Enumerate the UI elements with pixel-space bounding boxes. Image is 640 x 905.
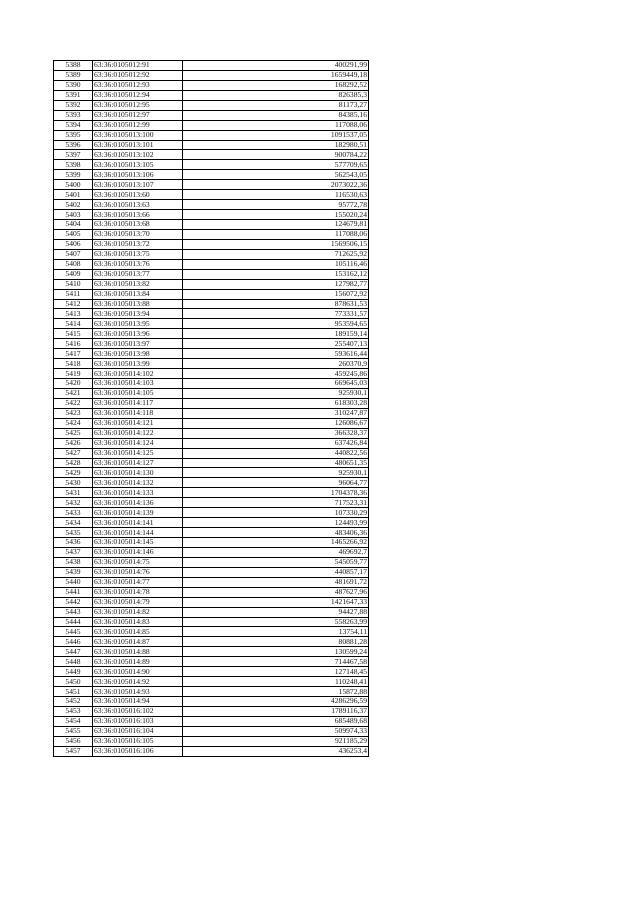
value-cell: 2073022,36 [183, 180, 369, 190]
row-number-cell: 5450 [54, 677, 93, 687]
row-number-cell: 5408 [54, 259, 93, 269]
value-cell: 436253,4 [183, 746, 369, 756]
cadastral-number-cell: 63:36:0105014:79 [93, 597, 183, 607]
table-row [54, 587, 369, 597]
value-cell: 1421647,33 [183, 597, 369, 607]
row-number-cell: 5421 [54, 388, 93, 398]
row-number-cell: 5457 [54, 746, 93, 756]
cadastral-number-cell: 63:36:0105014:94 [93, 697, 183, 707]
cadastral-number-cell: 63:36:0105016:102 [93, 706, 183, 716]
cadastral-number-cell: 63:36:0105014:125 [93, 448, 183, 458]
table-row [54, 518, 369, 528]
row-number-cell: 5453 [54, 706, 93, 716]
value-cell: 1704378,36 [183, 488, 369, 498]
value-cell: 440822,56 [183, 448, 369, 458]
row-number-cell: 5449 [54, 667, 93, 677]
table-row [54, 229, 369, 239]
table-row [54, 577, 369, 587]
table-row [54, 458, 369, 468]
row-number-cell: 5456 [54, 736, 93, 746]
row-number-cell: 5425 [54, 428, 93, 438]
table-row [54, 508, 369, 518]
table-row [54, 706, 369, 716]
row-number-cell: 5412 [54, 299, 93, 309]
table-row [54, 408, 369, 418]
table-row [54, 339, 369, 349]
value-cell: 469692,7 [183, 547, 369, 557]
table-row [54, 547, 369, 557]
value-cell: 130599,24 [183, 647, 369, 657]
value-cell: 483406,36 [183, 528, 369, 538]
table-row [54, 597, 369, 607]
cadastral-number-cell: 63:36:0105014:89 [93, 657, 183, 667]
cadastral-number-cell: 63:36:0105014:82 [93, 607, 183, 617]
cadastral-number-cell: 63:36:0105013:77 [93, 269, 183, 279]
value-cell: 110248,41 [183, 677, 369, 687]
row-number-cell: 5414 [54, 319, 93, 329]
cadastral-value-table [53, 60, 369, 757]
value-cell: 925930,1 [183, 388, 369, 398]
row-number-cell: 5444 [54, 617, 93, 627]
table-row [54, 379, 369, 389]
row-number-cell: 5422 [54, 398, 93, 408]
cadastral-number-cell: 63:36:0105013:68 [93, 220, 183, 230]
table-row [54, 150, 369, 160]
value-cell: 487627,96 [183, 587, 369, 597]
cadastral-number-cell: 63:36:0105014:121 [93, 418, 183, 428]
value-cell: 953594,65 [183, 319, 369, 329]
cadastral-number-cell: 63:36:0105012:95 [93, 100, 183, 110]
row-number-cell: 5447 [54, 647, 93, 657]
cadastral-number-cell: 63:36:0105014:83 [93, 617, 183, 627]
value-cell: 1091537,05 [183, 130, 369, 140]
value-cell: 480651,35 [183, 458, 369, 468]
value-cell: 878631,53 [183, 299, 369, 309]
row-number-cell: 5405 [54, 229, 93, 239]
table-row [54, 538, 369, 548]
row-number-cell: 5418 [54, 359, 93, 369]
value-cell: 714467,58 [183, 657, 369, 667]
row-number-cell: 5400 [54, 180, 93, 190]
row-number-cell: 5411 [54, 289, 93, 299]
value-cell: 1569506,15 [183, 239, 369, 249]
table-row [54, 468, 369, 478]
cadastral-number-cell: 63:36:0105014:88 [93, 647, 183, 657]
value-cell: 80881,28 [183, 637, 369, 647]
cadastral-number-cell: 63:36:0105016:103 [93, 716, 183, 726]
row-number-cell: 5420 [54, 379, 93, 389]
row-number-cell: 5428 [54, 458, 93, 468]
cadastral-number-cell: 63:36:0105014:117 [93, 398, 183, 408]
table-row [54, 716, 369, 726]
cadastral-number-cell: 63:36:0105013:107 [93, 180, 183, 190]
cadastral-number-cell: 63:36:0105012:99 [93, 120, 183, 130]
value-cell: 116530,63 [183, 190, 369, 200]
value-cell: 15872,88 [183, 687, 369, 697]
row-number-cell: 5406 [54, 239, 93, 249]
table-row [54, 239, 369, 249]
value-cell: 900784,22 [183, 150, 369, 160]
cadastral-number-cell: 63:36:0105014:124 [93, 438, 183, 448]
cadastral-number-cell: 63:36:0105014:102 [93, 369, 183, 379]
value-cell: 310247,87 [183, 408, 369, 418]
cadastral-number-cell: 63:36:0105013:60 [93, 190, 183, 200]
table-row [54, 269, 369, 279]
cadastral-number-cell: 63:36:0105013:70 [93, 229, 183, 239]
table-row [54, 120, 369, 130]
row-number-cell: 5439 [54, 567, 93, 577]
table-row [54, 259, 369, 269]
row-number-cell: 5443 [54, 607, 93, 617]
row-number-cell: 5393 [54, 110, 93, 120]
cadastral-number-cell: 63:36:0105014:132 [93, 478, 183, 488]
table-row [54, 220, 369, 230]
value-cell: 400291,99 [183, 61, 369, 71]
row-number-cell: 5448 [54, 657, 93, 667]
table-row [54, 418, 369, 428]
value-cell: 577709,65 [183, 160, 369, 170]
value-cell: 155020,24 [183, 210, 369, 220]
table-row [54, 627, 369, 637]
value-cell: 84385,16 [183, 110, 369, 120]
table-row [54, 498, 369, 508]
table-row [54, 90, 369, 100]
value-cell: 13754,11 [183, 627, 369, 637]
value-cell: 124679,81 [183, 220, 369, 230]
cadastral-number-cell: 63:36:0105014:146 [93, 547, 183, 557]
value-cell: 637426,84 [183, 438, 369, 448]
cadastral-number-cell: 63:36:0105013:88 [93, 299, 183, 309]
cadastral-number-cell: 63:36:0105013:63 [93, 200, 183, 210]
cadastral-number-cell: 63:36:0105012:94 [93, 90, 183, 100]
value-cell: 117088,06 [183, 229, 369, 239]
table-row [54, 697, 369, 707]
row-number-cell: 5436 [54, 538, 93, 548]
row-number-cell: 5423 [54, 408, 93, 418]
table-row [54, 478, 369, 488]
table-row [54, 667, 369, 677]
table-row [54, 657, 369, 667]
cadastral-number-cell: 63:36:0105013:84 [93, 289, 183, 299]
cadastral-number-cell: 63:36:0105013:105 [93, 160, 183, 170]
table-row [54, 677, 369, 687]
value-cell: 153162,12 [183, 269, 369, 279]
value-cell: 669645,03 [183, 379, 369, 389]
cadastral-number-cell: 63:36:0105016:104 [93, 726, 183, 736]
row-number-cell: 5432 [54, 498, 93, 508]
table-row [54, 279, 369, 289]
row-number-cell: 5388 [54, 61, 93, 71]
cadastral-number-cell: 63:36:0105014:145 [93, 538, 183, 548]
value-cell: 459245,86 [183, 369, 369, 379]
value-cell: 156072,92 [183, 289, 369, 299]
value-cell: 117088,06 [183, 120, 369, 130]
row-number-cell: 5426 [54, 438, 93, 448]
row-number-cell: 5391 [54, 90, 93, 100]
value-cell: 481691,72 [183, 577, 369, 587]
value-cell: 182980,51 [183, 140, 369, 150]
value-cell: 545059,77 [183, 557, 369, 567]
table-row [54, 80, 369, 90]
value-cell: 593616,44 [183, 349, 369, 359]
cadastral-number-cell: 63:36:0105014:78 [93, 587, 183, 597]
table-row [54, 448, 369, 458]
row-number-cell: 5396 [54, 140, 93, 150]
cadastral-number-cell: 63:36:0105014:76 [93, 567, 183, 577]
value-cell: 81173,27 [183, 100, 369, 110]
row-number-cell: 5399 [54, 170, 93, 180]
value-cell: 124493,99 [183, 518, 369, 528]
value-cell: 921185,29 [183, 736, 369, 746]
row-number-cell: 5438 [54, 557, 93, 567]
value-cell: 96064,77 [183, 478, 369, 488]
table-row [54, 299, 369, 309]
table-row [54, 61, 369, 71]
value-cell: 440857,17 [183, 567, 369, 577]
row-number-cell: 5434 [54, 518, 93, 528]
cadastral-number-cell: 63:36:0105014:75 [93, 557, 183, 567]
row-number-cell: 5451 [54, 687, 93, 697]
cadastral-number-cell: 63:36:0105014:133 [93, 488, 183, 498]
table-row [54, 369, 369, 379]
row-number-cell: 5394 [54, 120, 93, 130]
table-row [54, 557, 369, 567]
value-cell: 618303,28 [183, 398, 369, 408]
row-number-cell: 5419 [54, 369, 93, 379]
table-row [54, 160, 369, 170]
cadastral-number-cell: 63:36:0105014:139 [93, 508, 183, 518]
value-cell: 94427,88 [183, 607, 369, 617]
table-row [54, 249, 369, 259]
table-row [54, 687, 369, 697]
table-row [54, 607, 369, 617]
cadastral-number-cell: 63:36:0105014:85 [93, 627, 183, 637]
cadastral-number-cell: 63:36:0105014:87 [93, 637, 183, 647]
cadastral-number-cell: 63:36:0105014:144 [93, 528, 183, 538]
row-number-cell: 5452 [54, 697, 93, 707]
row-number-cell: 5442 [54, 597, 93, 607]
value-cell: 712625,92 [183, 249, 369, 259]
table-row [54, 309, 369, 319]
table-row [54, 736, 369, 746]
value-cell: 1789116,37 [183, 706, 369, 716]
table-row [54, 170, 369, 180]
table-row [54, 329, 369, 339]
value-cell: 717523,31 [183, 498, 369, 508]
row-number-cell: 5437 [54, 547, 93, 557]
table-row [54, 438, 369, 448]
table-row [54, 289, 369, 299]
row-number-cell: 5415 [54, 329, 93, 339]
cadastral-number-cell: 63:36:0105013:82 [93, 279, 183, 289]
cadastral-number-cell: 63:36:0105013:96 [93, 329, 183, 339]
table-row [54, 647, 369, 657]
table-row [54, 398, 369, 408]
table-row [54, 70, 369, 80]
row-number-cell: 5410 [54, 279, 93, 289]
cadastral-number-cell: 63:36:0105014:130 [93, 468, 183, 478]
cadastral-number-cell: 63:36:0105014:90 [93, 667, 183, 677]
table-row [54, 726, 369, 736]
cadastral-number-cell: 63:36:0105013:102 [93, 150, 183, 160]
row-number-cell: 5433 [54, 508, 93, 518]
row-number-cell: 5441 [54, 587, 93, 597]
row-number-cell: 5455 [54, 726, 93, 736]
value-cell: 127982,77 [183, 279, 369, 289]
value-cell: 826385,3 [183, 90, 369, 100]
table-row [54, 349, 369, 359]
value-cell: 105116,46 [183, 259, 369, 269]
table-row [54, 140, 369, 150]
cadastral-number-cell: 63:36:0105014:103 [93, 379, 183, 389]
cadastral-number-cell: 63:36:0105012:91 [93, 61, 183, 71]
value-cell: 95772,78 [183, 200, 369, 210]
value-cell: 127148,45 [183, 667, 369, 677]
row-number-cell: 5402 [54, 200, 93, 210]
cadastral-number-cell: 63:36:0105013:94 [93, 309, 183, 319]
row-number-cell: 5440 [54, 577, 93, 587]
table-row [54, 428, 369, 438]
table-row [54, 746, 369, 756]
table-row [54, 110, 369, 120]
cadastral-number-cell: 63:36:0105013:95 [93, 319, 183, 329]
value-cell: 509974,33 [183, 726, 369, 736]
cadastral-number-cell: 63:36:0105014:136 [93, 498, 183, 508]
table-row [54, 130, 369, 140]
value-cell: 558263,99 [183, 617, 369, 627]
value-cell: 1659449,18 [183, 70, 369, 80]
value-cell: 925930,1 [183, 468, 369, 478]
cadastral-number-cell: 63:36:0105014:127 [93, 458, 183, 468]
cadastral-number-cell: 63:36:0105014:141 [93, 518, 183, 528]
row-number-cell: 5427 [54, 448, 93, 458]
value-cell: 126086,67 [183, 418, 369, 428]
cadastral-number-cell: 63:36:0105013:98 [93, 349, 183, 359]
row-number-cell: 5454 [54, 716, 93, 726]
cadastral-number-cell: 63:36:0105014:77 [93, 577, 183, 587]
cadastral-number-cell: 63:36:0105016:105 [93, 736, 183, 746]
row-number-cell: 5404 [54, 220, 93, 230]
cadastral-number-cell: 63:36:0105014:122 [93, 428, 183, 438]
cadastral-number-cell: 63:36:0105014:92 [93, 677, 183, 687]
value-cell: 168292,52 [183, 80, 369, 90]
row-number-cell: 5401 [54, 190, 93, 200]
cadastral-number-cell: 63:36:0105013:100 [93, 130, 183, 140]
row-number-cell: 5416 [54, 339, 93, 349]
table-row [54, 617, 369, 627]
row-number-cell: 5390 [54, 80, 93, 90]
table-row [54, 528, 369, 538]
table-row [54, 637, 369, 647]
row-number-cell: 5424 [54, 418, 93, 428]
table-row [54, 359, 369, 369]
value-cell: 189159,14 [183, 329, 369, 339]
table-row [54, 180, 369, 190]
row-number-cell: 5395 [54, 130, 93, 140]
cadastral-number-cell: 63:36:0105014:93 [93, 687, 183, 697]
cadastral-number-cell: 63:36:0105013:66 [93, 210, 183, 220]
value-cell: 685489,68 [183, 716, 369, 726]
row-number-cell: 5413 [54, 309, 93, 319]
cadastral-number-cell: 63:36:0105016:106 [93, 746, 183, 756]
row-number-cell: 5409 [54, 269, 93, 279]
cadastral-number-cell: 63:36:0105013:101 [93, 140, 183, 150]
row-number-cell: 5403 [54, 210, 93, 220]
table-row [54, 388, 369, 398]
cadastral-number-cell: 63:36:0105012:97 [93, 110, 183, 120]
row-number-cell: 5417 [54, 349, 93, 359]
table-row [54, 319, 369, 329]
cadastral-number-cell: 63:36:0105013:99 [93, 359, 183, 369]
row-number-cell: 5435 [54, 528, 93, 538]
cadastral-number-cell: 63:36:0105013:97 [93, 339, 183, 349]
table-row [54, 488, 369, 498]
table-row [54, 190, 369, 200]
row-number-cell: 5392 [54, 100, 93, 110]
row-number-cell: 5397 [54, 150, 93, 160]
row-number-cell: 5398 [54, 160, 93, 170]
value-cell: 260370,9 [183, 359, 369, 369]
value-cell: 1465266,92 [183, 538, 369, 548]
cadastral-number-cell: 63:36:0105013:72 [93, 239, 183, 249]
value-cell: 107330,29 [183, 508, 369, 518]
table-body [54, 61, 369, 757]
row-number-cell: 5446 [54, 637, 93, 647]
cadastral-number-cell: 63:36:0105013:76 [93, 259, 183, 269]
value-cell: 562543,05 [183, 170, 369, 180]
row-number-cell: 5407 [54, 249, 93, 259]
cadastral-number-cell: 63:36:0105014:118 [93, 408, 183, 418]
value-cell: 773331,57 [183, 309, 369, 319]
row-number-cell: 5429 [54, 468, 93, 478]
value-cell: 366328,37 [183, 428, 369, 438]
cadastral-number-cell: 63:36:0105014:105 [93, 388, 183, 398]
table-row [54, 567, 369, 577]
table-row [54, 200, 369, 210]
row-number-cell: 5430 [54, 478, 93, 488]
cadastral-number-cell: 63:36:0105013:106 [93, 170, 183, 180]
row-number-cell: 5445 [54, 627, 93, 637]
cadastral-number-cell: 63:36:0105012:93 [93, 80, 183, 90]
table-row [54, 100, 369, 110]
row-number-cell: 5389 [54, 70, 93, 80]
row-number-cell: 5431 [54, 488, 93, 498]
value-cell: 255407,13 [183, 339, 369, 349]
cadastral-number-cell: 63:36:0105012:92 [93, 70, 183, 80]
table-row [54, 210, 369, 220]
value-cell: 4286296,59 [183, 697, 369, 707]
cadastral-number-cell: 63:36:0105013:75 [93, 249, 183, 259]
